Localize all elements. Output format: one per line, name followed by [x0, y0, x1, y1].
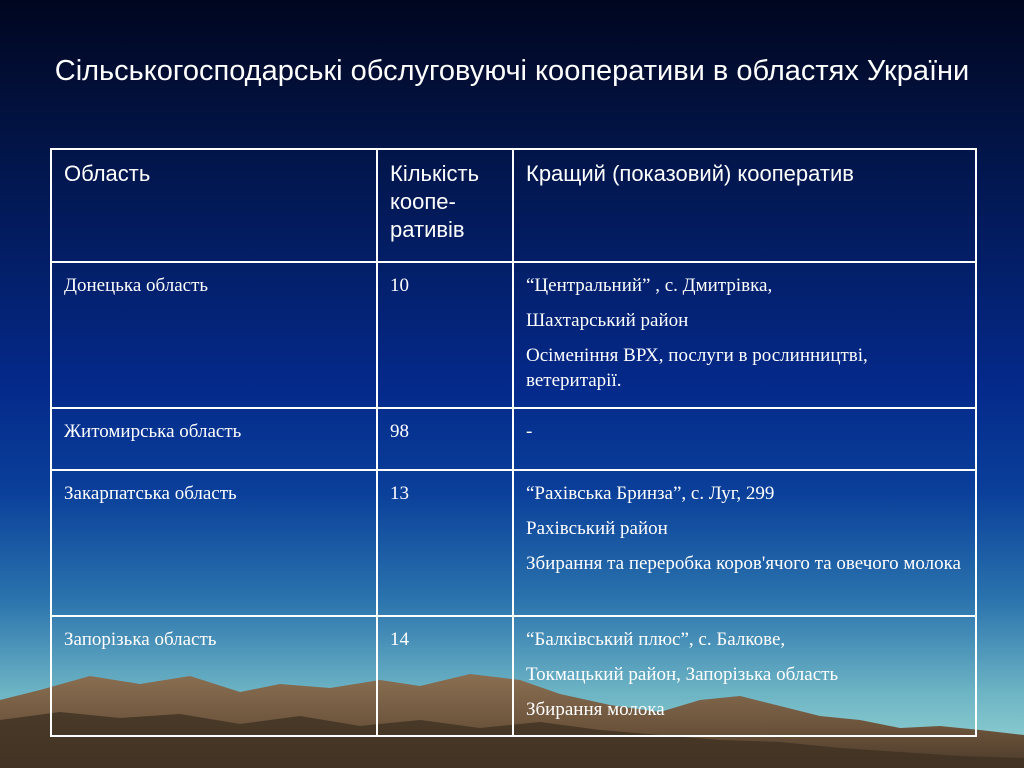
slide-title: Сільськогосподарські обслуговуючі кооперативи в областях України [54, 55, 970, 87]
best-line: “Центральний” , с. Дмитрівка, [526, 275, 773, 296]
header-best-cooperative: Кращий (показовий) кооператив [513, 149, 976, 262]
region-cell: Закарпатська область [51, 470, 377, 616]
count-cell: 13 [377, 470, 513, 616]
best-line: Збирання та переробка коров'ячого та овечого молока [526, 553, 961, 574]
table-row [51, 262, 976, 408]
table-row [51, 408, 976, 470]
region-cell: Донецька область [51, 262, 377, 408]
region-cell: Запорізька область [51, 616, 377, 736]
best-line: - [526, 421, 533, 442]
table-row [51, 616, 976, 736]
count-cell: 98 [377, 408, 513, 470]
count-cell: 10 [377, 262, 513, 408]
header-count: Кількість коопе-ративів [377, 149, 513, 262]
best-line: Осіменіння ВРХ, послуги в рослинництві, ветеритарії. [526, 345, 868, 391]
best-cooperative-cell [513, 470, 976, 616]
count-cell: 14 [377, 616, 513, 736]
best-line: Збирання молока [526, 699, 665, 720]
best-line: Рахівський район [526, 518, 668, 539]
best-line: “Балківський плюс”, с. Балкове, [526, 629, 786, 650]
header-region: Область [51, 149, 377, 262]
best-cooperative-cell [513, 616, 976, 736]
cooperatives-table [50, 148, 977, 737]
table-row [51, 470, 976, 616]
best-line: Токмацький район, Запорізька область [526, 664, 839, 685]
table-header-row [51, 149, 976, 262]
best-line: “Рахівська Бринза”, с. Луг, 299 [526, 483, 775, 504]
best-cooperative-cell [513, 408, 976, 470]
best-cooperative-cell [513, 262, 976, 408]
region-cell: Житомирська область [51, 408, 377, 470]
best-line: Шахтарський район [526, 310, 689, 331]
